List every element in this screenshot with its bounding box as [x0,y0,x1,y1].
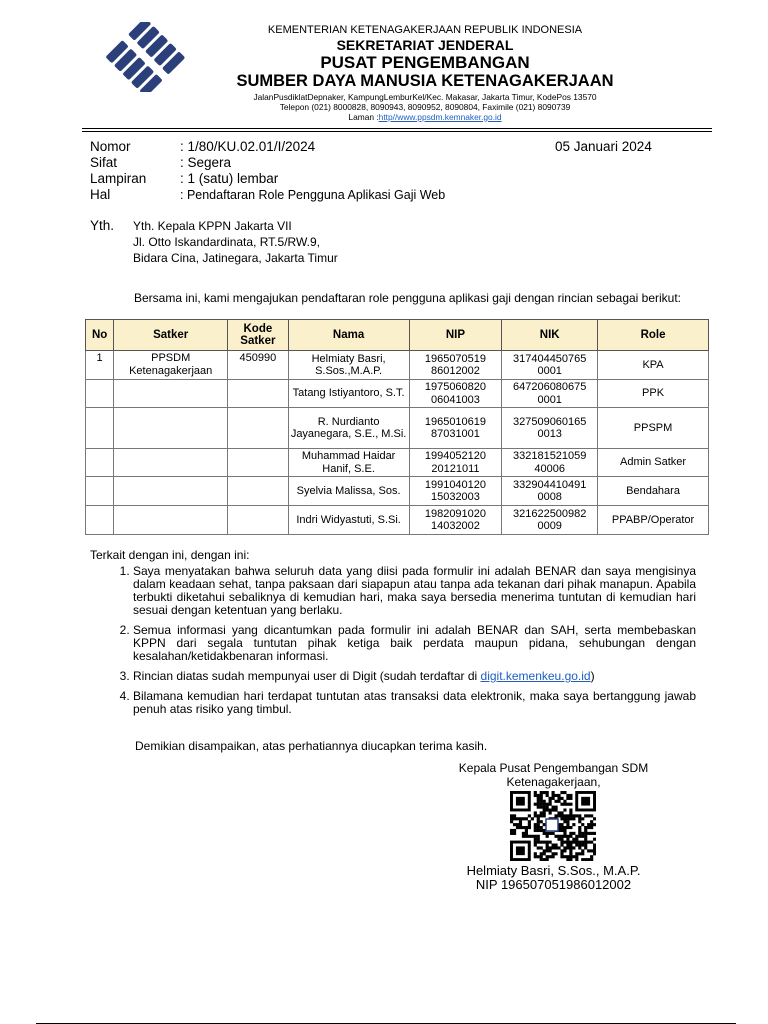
cell-nama: R. Nurdianto Jayanegara, S.E., M.Si. [288,408,409,449]
center-name: PUSAT PENGEMBANGAN [320,52,530,72]
cell-nik: 321622500982 0009 [502,506,598,535]
cell-nip: 1965070519 86012002 [409,351,502,380]
col-kode-satker: Kode Satker [228,320,288,351]
secretariat-name: SEKRETARIAT JENDERAL [336,36,514,53]
nomor-value: : 1/80/KU.02.01/I/2024 [180,139,316,154]
table-row [86,477,709,506]
cell-no [86,506,114,535]
signer-identity [420,864,687,892]
cell-nik: 647206080675 0001 [502,380,598,408]
recipient-line3: Bidara Cina, Jatinegara, Jakarta Timur [133,251,338,265]
cell-no [86,408,114,449]
office-address: JalanPusdiklatDepnaker, KampungLemburKel/Kec. Makasar, Jakarta Timur, KodePos 13570 [253,92,597,103]
table-row [86,351,709,380]
col-role: Role [598,320,709,351]
cell-nama: Indri Widyastuti, S.Si. [288,506,409,535]
cell-kode [228,477,288,506]
signer-name: Helmiaty Basri, S.Sos., M.A.P. [466,863,641,878]
statement-lead: Terkait dengan ini, dengan ini: [90,548,250,562]
website-link[interactable]: http//www.ppsdm.kemnaker.go.id [378,111,502,122]
hal-value: : Pendaftaran Role Pengguna Aplikasi Gaji Web [180,188,446,202]
meta-hal [90,187,445,203]
col-no: No [86,320,114,351]
qr-code-icon [510,791,596,861]
cell-nik: 327509060165 0013 [502,408,598,449]
cell-role: KPA [598,351,709,380]
digit-link[interactable]: digit.kemenkeu.go.id [480,669,591,683]
cell-kode: 450990 [228,351,288,380]
cell-nip: 1991040120 15032003 [409,477,502,506]
cell-nama: Muhammad Haidar Hanif, S.E. [288,449,409,477]
signer-title-2: Ketenagakerjaan, [506,775,601,789]
cell-role: Bendahara [598,477,709,506]
cell-satker [114,408,228,449]
cell-role: PPK [598,380,709,408]
letter-meta [90,139,445,203]
table-row [86,506,709,535]
col-nip: NIP [409,320,502,351]
cell-nip: 1994052120 20121011 [409,449,502,477]
cell-satker: PPSDM Ketenagakerjaan [114,351,228,380]
website-label: Laman : [348,111,379,122]
cell-satker [114,449,228,477]
resource-name: SUMBER DAYA MANUSIA KETENAGAKERJAAN [236,72,614,91]
cell-nip: 1975060820 06041003 [409,380,502,408]
meta-nomor [90,139,445,155]
cell-role: PPABP/Operator [598,506,709,535]
hal-label: Hal [90,187,111,202]
cell-no [86,477,114,506]
statement-item-3-text: Rincian diatas sudah mempunyai user di Digit (sudah terdaftar di [133,669,481,683]
table-row [86,449,709,477]
sifat-label: Sifat [90,155,118,170]
recipient-line2: Jl. Otto Iskandardinata, RT.5/RW.9, [133,235,320,249]
cell-nama: Helmiaty Basri, S.Sos.,M.A.P. [288,351,409,380]
signer-title-1: Kepala Pusat Pengembangan SDM [458,761,649,775]
cell-role: Admin Satker [598,449,709,477]
header-rule-thin [82,131,712,132]
cell-nama: Tatang Istiyantoro, S.T. [288,380,409,408]
recipient-salutation: Yth. [90,218,115,233]
meta-sifat [90,155,445,171]
col-satker: Satker [114,320,228,351]
letter-date: 05 Januari 2024 [555,139,652,154]
signature-block [420,761,687,789]
intro-paragraph: Bersama ini, kami mengajukan pendaftaran role pengguna aplikasi gaji dengan rincian sebagai berikut: [134,291,682,305]
cell-nip: 1965010619 87031001 [409,408,502,449]
cell-satker [114,506,228,535]
cell-no: 1 [86,351,114,380]
cell-kode [228,380,288,408]
cell-no [86,380,114,408]
ministry-name: KEMENTERIAN KETENAGAKERJAAN REPUBLIK INDONESIA [267,24,583,36]
col-nik: NIK [502,320,598,351]
website-line [220,113,630,123]
closing-sentence: Demikian disampaikan, atas perhatiannya diucapkan terima kasih. [135,739,488,753]
table-header-row [86,320,709,351]
table-row [86,408,709,449]
cell-nip: 1982091020 14032002 [409,506,502,535]
statement-item-2: 2. Semua informasi yang dicantumkan pada formulir ini adalah BENAR dan SAH, serta membebaskan KPPN dari segala tuntutan pihak ketiga baik perdata maupun pidana, sehubungan dengan kesalahan/ketidakbenaran informasi. [133,624,696,663]
role-table [85,319,709,535]
recipient-address [133,218,338,266]
office-phone: Telepon (021) 8000828, 8090943, 8090952, 8090804, Faximile (021) 8090739 [279,101,571,112]
statement-item-3 [133,670,696,683]
col-nama: Nama [288,320,409,351]
cell-nik: 317404450765 0001 [502,351,598,380]
cell-role: PPSPM [598,408,709,449]
statement-item-1: 1. Saya menyatakan bahwa seluruh data yang diisi pada formulir ini adalah BENAR dan saya mengisinya dalam keadaan sehat, tanpa paksaan dari siapapun atau tanpa ada tekanan dari pihak manapun. Apabila terbukti diketahui sebaliknya di kemudian hari, maka saya bersedia menerima tuntutan di kemudian hari sesuai dengan ketentuan yang berlaku. [133,565,696,617]
table-row [86,380,709,408]
cell-nik: 332904410491 0008 [502,477,598,506]
cell-kode [228,506,288,535]
sifat-value: : Segera [180,155,232,170]
cell-kode [228,408,288,449]
recipient-line1: Yth. Kepala KPPN Jakarta VII [133,219,292,233]
statement-list [90,565,696,716]
signer-nip: NIP 196507051986012002 [475,877,632,892]
lampiran-label: Lampiran [90,171,147,186]
cell-satker [114,477,228,506]
cell-kode [228,449,288,477]
letterhead [220,24,630,122]
cell-satker [114,380,228,408]
cell-nama: Syelvia Malissa, Sos. [288,477,409,506]
cell-nik: 332181521059 40006 [502,449,598,477]
lampiran-value: : 1 (satu) lembar [180,171,279,186]
statement-item-4: 4. Bilamana kemudian hari terdapat tuntutan atas transaksi data elektronik, maka saya bertanggung jawab penuh atas risiko yang timbul. [133,690,696,716]
statement-section [90,549,696,723]
statement-item-3-close: ) [590,669,595,683]
nomor-label: Nomor [90,139,131,154]
ministry-logo [100,22,190,92]
cell-no [86,449,114,477]
meta-lampiran [90,171,445,187]
header-rule [82,128,712,129]
